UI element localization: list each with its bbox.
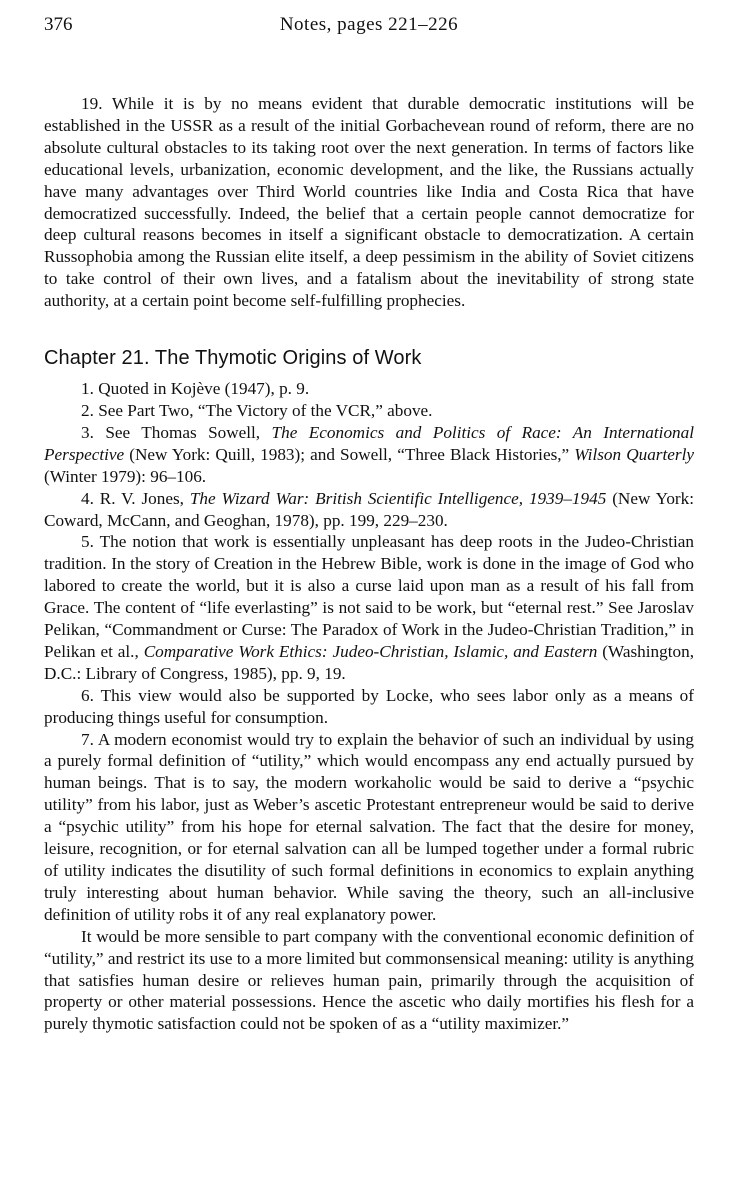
note-7-continuation: It would be more sensible to part company with the conventional economic definition of “utility,” and restrict its use to a more limited but commonsensical meaning: utility is anything that satisfies human desire or relieves human pain, primarily through the acquisition of property or other material possessions. Hence the ascetic who daily mortifies his flesh for a purely thymotic satisfaction could not be spoken of as a “utility maximizer.”	[44, 926, 694, 1034]
note-19: 19. While it is by no means evident that durable democratic institutions will be established in the USSR as a result of the initial Gorbachevean round of reform, there are no absolute cultural obstacles to its taking root over the next generation. In terms of factors like educational levels, urbanization, economic development, and the like, the Russians actually have many advantages over Third World countries like India and Costa Rica that have democratized successfully. Indeed, the belief that a certain people cannot democratize for deep cultural reasons becomes in itself a significant obstacle to democratization. A certain Russophobia among the Russian elite itself, a deep pessimism in the ability of Soviet citizens to take control of their own lives, and a fatalism about the inevitability of strong state authority, at a certain point become self-fulfilling prophecies.	[44, 94, 694, 311]
note-1: 1. Quoted in Kojève (1947), p. 9.	[81, 379, 310, 399]
chapter-notes	[44, 378, 694, 1035]
note-4: 4. R. V. Jones, The Wizard War: British Scientific Intelligence, 1939–1945 (New York: Coward, McCann, and Geoghan, 1978), pp. 199, 229–230.	[44, 488, 695, 530]
note-6: 6. This view would also be supported by Locke, who sees labor only as a means of producing things useful for consumption.	[44, 685, 694, 727]
note-7: 7. A modern economist would try to explain the behavior of such an individual by using a purely formal definition of “utility,” which would encompass any end actually pursued by human beings. That is to say, the modern workaholic would be said to derive a “psychic utility” from his labor, just as Weber’s ascetic Protestant entrepreneur would be said to derive a “psychic utility” from his hope for eternal salvation. The fact that the desire for money, leisure, recognition, or for eternal salvation can all be lumped together under a formal rubric of utility indicates the disutility of such formal definitions in economics to explain anything truly interesting about human behavior. While saving the theory, such an all-inclusive definition of utility robs it of any real explanatory power.	[44, 729, 694, 924]
note-19-block	[44, 93, 694, 312]
book-page	[44, 14, 694, 1035]
running-head	[44, 14, 694, 44]
note-2: 2. See Part Two, “The Victory of the VCR,” above.	[81, 400, 433, 420]
page-number: 376	[44, 14, 73, 35]
note-5: 5. The notion that work is essentially unpleasant has deep roots in the Judeo-Christian tradition. In the story of Creation in the Hebrew Bible, work is done in the image of God who labored to create the world, but it is also a curse laid upon man as a result of his fall from Grace. The content of “life everlasting” is not said to be work, but “eternal rest.” See Jaroslav Pelikan, “Commandment or Curse: The Paradox of Work in the Judeo-Christian Tradition,” in Pelikan et al., Comparative Work Ethics: Judeo-Christian, Islamic, and Eastern (Washington, D.C.: Library of Congress, 1985), pp. 9, 19.	[44, 532, 694, 683]
note-3: 3. See Thomas Sowell, The Economics and Politics of Race: An International Perspective (New York: Quill, 1983); and Sowell, “Three Black Histories,” Wilson Quarterly (Winter 1979): 96–106.	[44, 422, 694, 486]
chapter-title: Chapter 21. The Thymotic Origins of Work	[44, 347, 422, 370]
running-title: Notes, pages 221–226	[279, 14, 459, 35]
